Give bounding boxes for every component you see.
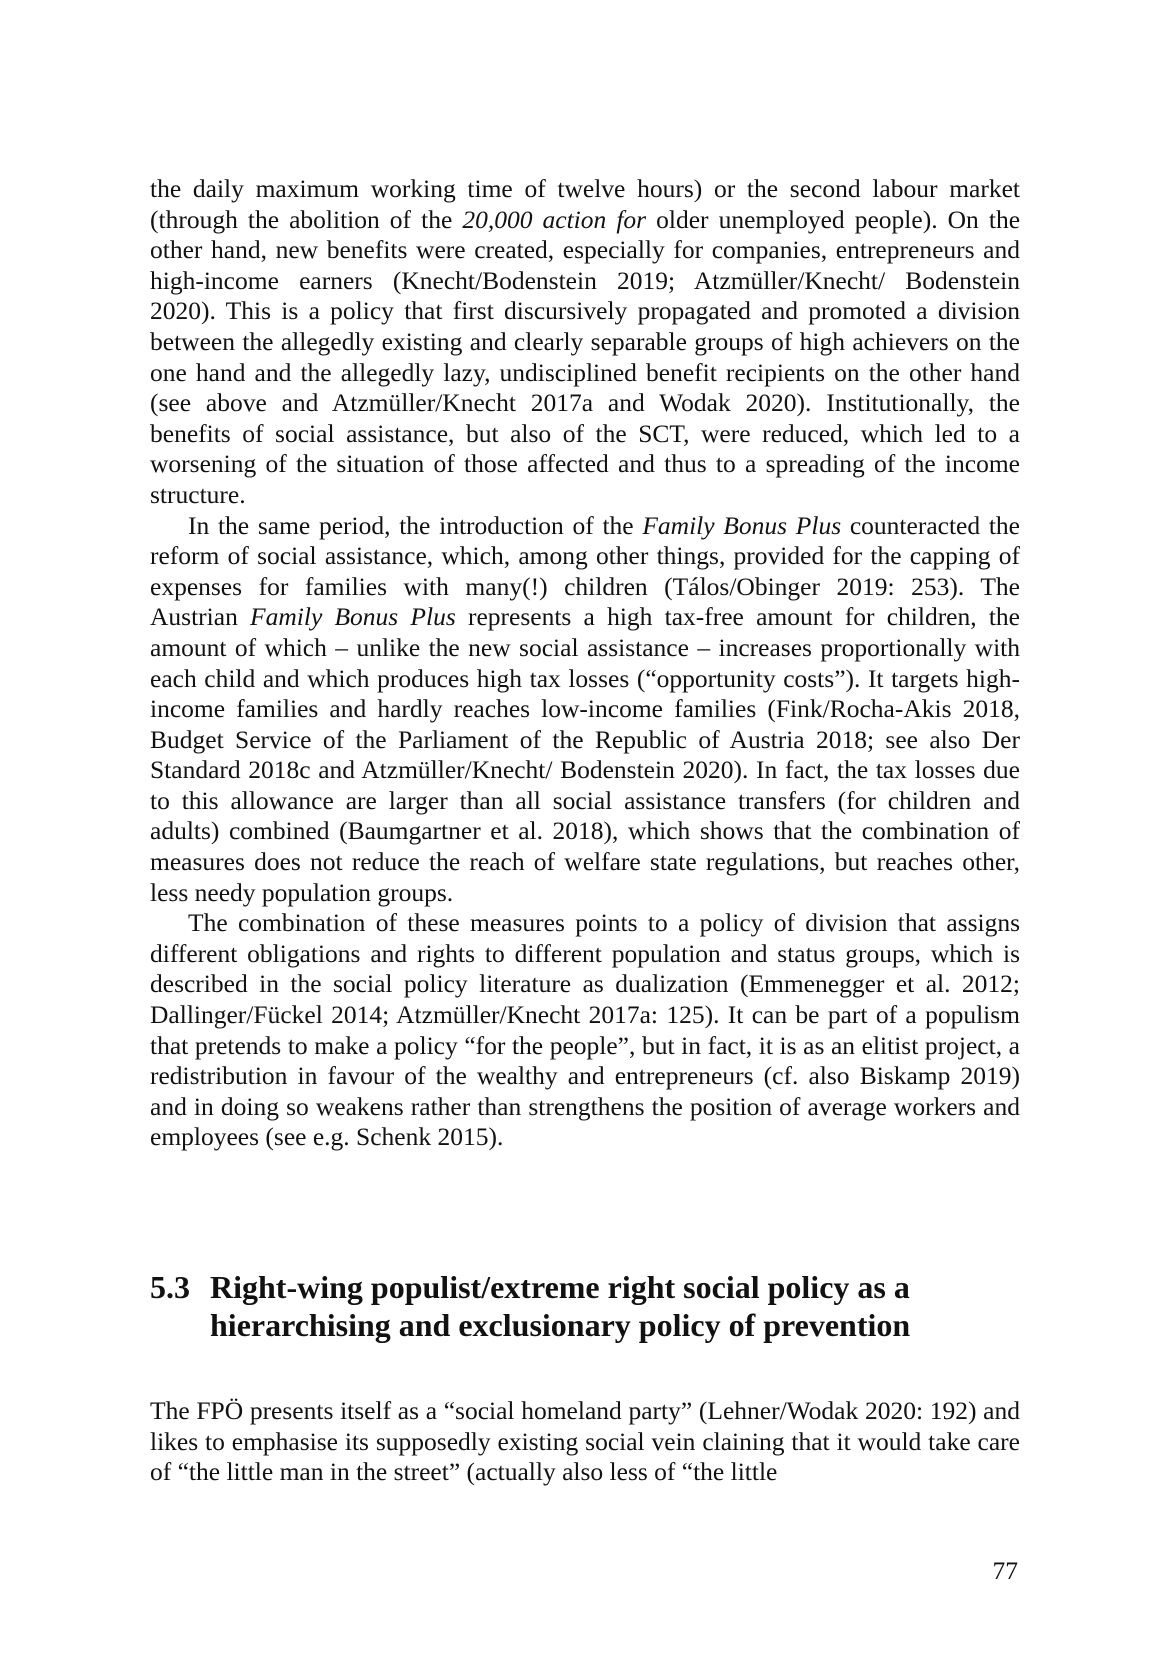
section-paragraph-1: The FPÖ presents itself as a “social homeland party” (Lehner/Wodak 2020: 192) and likes to emphasise its supposedly existing social vein claining that it would take care of “the little man in the street” (actually also less of “the little	[150, 1396, 1020, 1487]
body-text	[150, 174, 1020, 1153]
paragraph-1-part-2: older unemployed people). On the other hand, new benefits were created, especially for companies, entrepreneurs and high-income earners (Knecht/Bodenstein 2019; Atzmüller/Knecht/ Bodenstein 2020). This is a policy that first discursively propagated and promoted a division between the allegedly existing and clearly separable groups of high achievers on the one hand and the allegedly lazy, undisciplined benefit recipients on the other hand (see above and Atzmüller/Knecht 2017a and Wodak 2020). Institutionally, the benefits of social assistance, but also of the SCT, were reduced, which led to a worsening of the situation of those affected and thus to a spreading of the income structure.	[150, 204, 1021, 509]
paragraph-2-part-1: In the same period, the introduction of the	[188, 510, 643, 540]
paragraph-2-part-2: counteracted the reform of social assistance, which, among other things, provided for the capping of expenses for families with many(!) children (Tálos/Obinger 2019: 253). The Austrian	[150, 510, 1020, 632]
section-title: Right-wing populist/extreme right social policy as a hierarchising and exclusionary policy of prevention	[210, 1269, 911, 1343]
paragraph-2-emphasis-2: Family Bonus Plus	[250, 602, 456, 632]
paragraph-1-emphasis-1: 20,000 action for	[462, 204, 647, 234]
section-heading	[150, 1268, 1030, 1344]
paragraph-1	[150, 174, 1020, 511]
paragraph-2-part-3: represents a high tax-free amount for children, the amount of which – unlike the new social assistance – increases proportionally with each child and which produces high tax losses (“opportunity costs”). It targets high-income families and hardly reaches low-income families (Fink/Rocha-Akis 2018, Budget Service of the Parliament of the Republic of Austria 2018; see also Der Standard 2018c and Atzmüller/Knecht/ Bodenstein 2020). In fact, the tax losses due to this allowance are larger than all social assistance transfers (for children and adults) combined (Baumgartner et al. 2018), which shows that the combination of measures does not reduce the reach of welfare state regulations, but reaches other, less needy population groups.	[150, 602, 1020, 907]
paragraph-1-part-1: the daily maximum working time of twelve hours) or the second labour market (through the abolition of the	[150, 174, 1020, 234]
paragraph-3: The combination of these measures points to a policy of division that assigns different obligations and rights to different population and status groups, which is described in the social policy literature as dualization (Emmenegger et al. 2012; Dallinger/Fückel 2014; Atzmüller/Knecht 2017a: 125). It can be part of a populism that pretends to make a policy “for the people”, but in fact, it is as an elitist project, a redistribution in favour of the wealthy and entrepreneurs (cf. also Biskamp 2019) and in doing so weakens rather than strengthens the position of average workers and employees (see e.g. Schenk 2015).	[150, 908, 1020, 1152]
section-number: 5.3	[150, 1269, 190, 1305]
page-number: 77	[992, 1556, 1018, 1585]
section-body-text	[150, 1396, 1020, 1488]
paragraph-2	[150, 511, 1020, 909]
paragraph-2-emphasis-1: Family Bonus Plus	[642, 510, 842, 540]
